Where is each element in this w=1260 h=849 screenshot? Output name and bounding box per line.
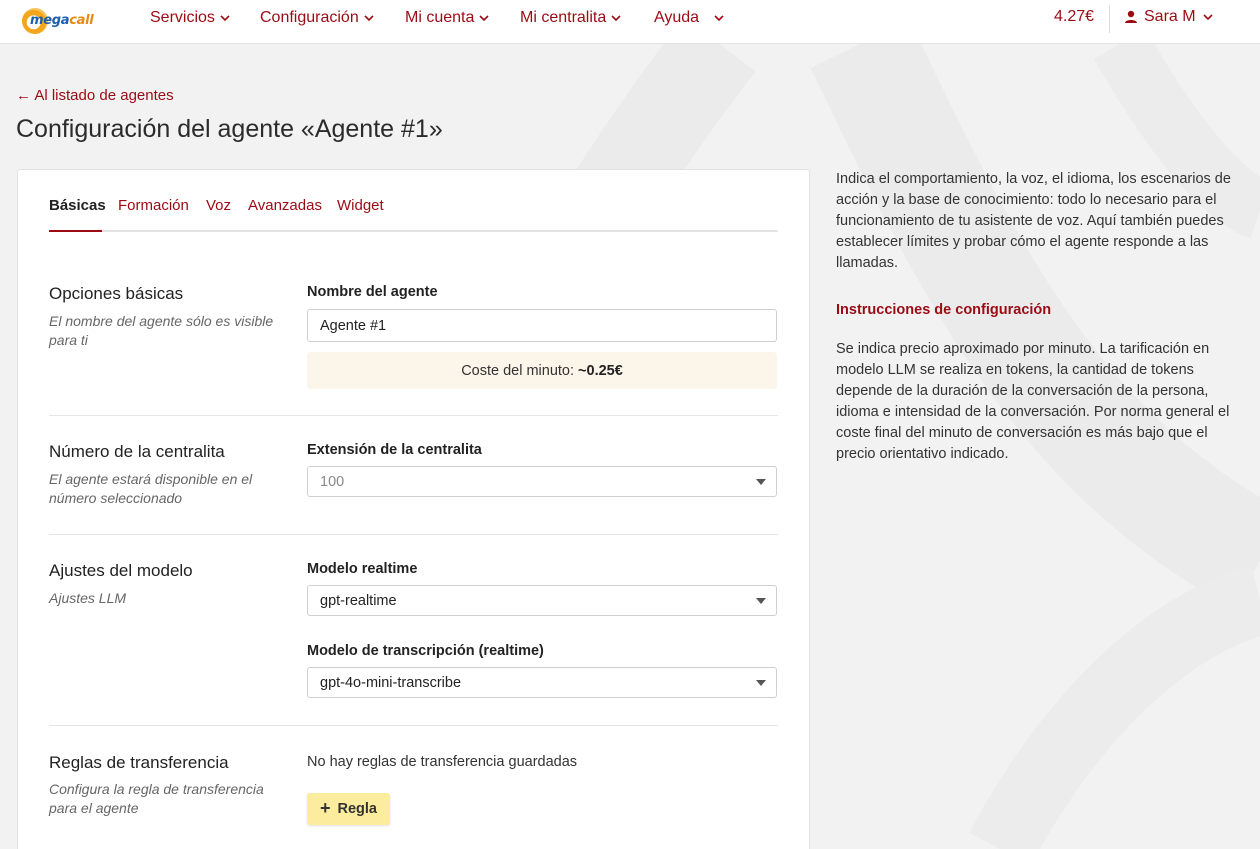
nav-ayuda-label: Ayuda — [654, 9, 700, 26]
tab-basicas[interactable]: Básicas — [49, 197, 106, 214]
add-rule-button[interactable] — [307, 793, 390, 825]
realtime-model-label: Modelo realtime — [307, 561, 418, 577]
nav-configuracion[interactable] — [260, 8, 375, 28]
pbx-extension-label: Extensión de la centralita — [307, 442, 482, 458]
active-tab-indicator — [49, 230, 102, 232]
cost-per-minute-box — [307, 352, 777, 389]
logo-text — [30, 13, 93, 28]
realtime-model-select[interactable] — [307, 585, 777, 616]
chevron-down-icon — [363, 12, 375, 24]
nav-mi-cuenta-label: Mi cuenta — [405, 9, 475, 26]
tab-widget[interactable]: Widget — [337, 197, 384, 214]
section-title-transfer-rules: Reglas de transferencia — [49, 753, 229, 772]
section-desc-basic-options: El nombre del agente sólo es visible para ti — [49, 313, 274, 348]
add-rule-label: Regla — [337, 801, 377, 817]
tab-avanzadas[interactable]: Avanzadas — [248, 197, 322, 214]
no-transfer-rules-text: No hay reglas de transferencia guardadas — [307, 754, 578, 770]
cost-per-minute-value: ~0.25€ — [578, 362, 623, 379]
section-desc-transfer-rules: Configura la regla de transferencia para el agente — [49, 781, 264, 816]
back-to-agents-link[interactable]: ← Al listado de agentes — [16, 87, 174, 104]
logo-text-call: call — [69, 13, 94, 28]
dropdown-caret-icon — [756, 479, 766, 485]
pricing-info-text: Se indica precio aproximado por minuto. La tarificación en modelo LLM se realiza en tokens, la cantidad de tokens depende de la duración de la conversación de la persona, idioma e intensidad de la conversación. Por norma general el coste final del minuto de conversación es más bajo que el precio orientativo indicado. — [836, 341, 1230, 462]
chevron-down-icon — [219, 12, 231, 24]
chevron-down-icon — [610, 12, 622, 24]
user-name: Sara M — [1144, 8, 1196, 25]
logo-text-mega: mega — [30, 13, 70, 28]
section-divider — [49, 415, 778, 416]
section-desc-pbx-number: El agente estará disponible en el número seleccionado — [49, 471, 253, 506]
nav-mi-centralita-label: Mi centralita — [520, 9, 607, 26]
nav-servicios[interactable] — [150, 8, 231, 28]
account-balance[interactable]: 4.27€ — [1054, 8, 1095, 25]
megacall-logo[interactable] — [22, 6, 94, 36]
nav-mi-cuenta[interactable] — [405, 8, 490, 28]
top-navigation-bar — [0, 0, 1260, 44]
user-menu[interactable] — [1124, 8, 1214, 26]
transcription-model-select[interactable] — [307, 667, 777, 698]
plus-icon: + — [319, 798, 331, 818]
section-divider — [49, 534, 778, 535]
dropdown-caret-icon — [756, 680, 766, 686]
tab-formacion[interactable]: Formación — [118, 197, 189, 214]
page-title: Configuración del agente «Agente #1» — [16, 115, 443, 143]
cost-per-minute-label: Coste del minuto: — [461, 362, 575, 379]
chevron-down-icon — [1202, 11, 1214, 23]
nav-mi-centralita[interactable] — [520, 8, 622, 28]
dropdown-caret-icon — [756, 598, 766, 604]
section-title-basic-options: Opciones básicas — [49, 284, 184, 303]
pbx-extension-value: 100 — [320, 473, 345, 490]
chevron-down-icon — [478, 12, 490, 24]
nav-configuracion-label: Configuración — [260, 9, 359, 26]
section-title-model-settings: Ajustes del modelo — [49, 561, 193, 580]
nav-servicios-label: Servicios — [150, 9, 215, 26]
pbx-extension-select[interactable] — [307, 466, 777, 497]
transcription-model-label: Modelo de transcripción (realtime) — [307, 643, 544, 659]
setup-instructions-heading: Instrucciones de configuración — [836, 302, 1052, 318]
chevron-down-icon — [713, 12, 725, 24]
agent-settings-card — [17, 169, 810, 849]
nav-ayuda[interactable] — [654, 8, 725, 28]
section-title-pbx-number: Número de la centralita — [49, 442, 225, 461]
realtime-model-value: gpt-realtime — [320, 592, 397, 609]
info-intro-text: Indica el comportamiento, la voz, el idioma, los escenarios de acción y la base de conocimiento: todo lo necesario para el funcionamiento de tu asistente de voz. Aquí también puedes establecer límites y probar cómo el agente responde a las llamadas. — [836, 171, 1231, 271]
section-desc-model-settings: Ajustes LLM — [49, 590, 127, 606]
agent-name-label: Nombre del agente — [307, 284, 438, 300]
transcription-model-value: gpt-4o-mini-transcribe — [320, 674, 462, 691]
top-divider — [1109, 5, 1110, 33]
settings-tabs — [49, 197, 778, 232]
user-icon — [1124, 10, 1138, 24]
tab-voz[interactable]: Voz — [206, 197, 232, 214]
section-divider — [49, 725, 778, 726]
agent-name-input[interactable] — [307, 309, 777, 342]
